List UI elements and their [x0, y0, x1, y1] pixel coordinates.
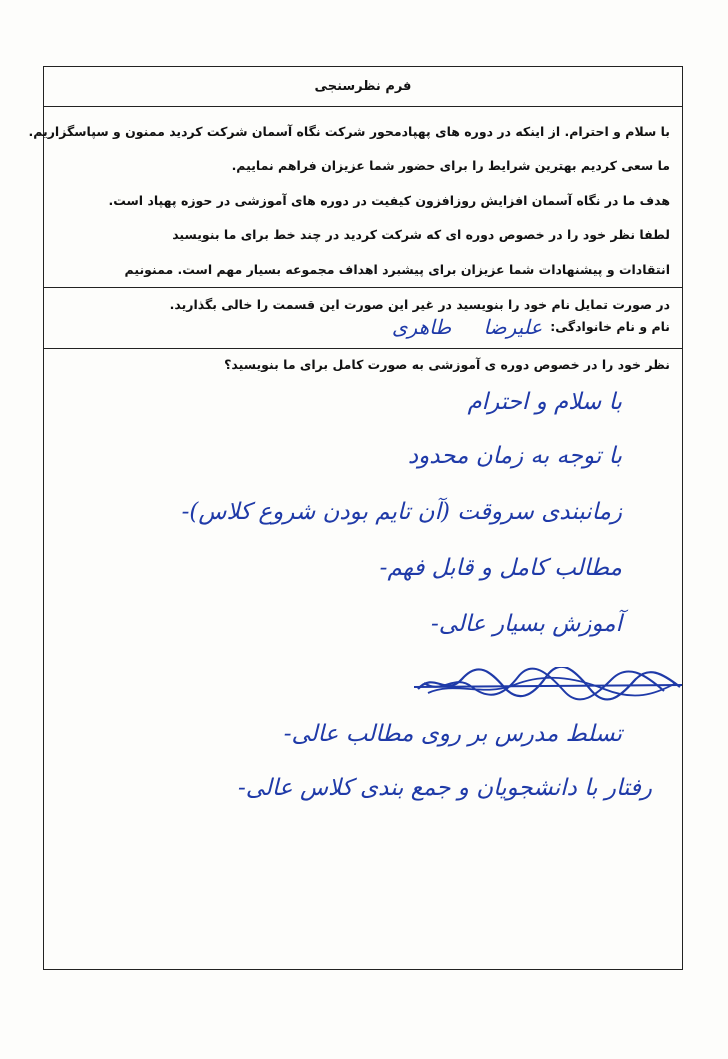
- crossed-out-scribble: [414, 667, 684, 703]
- bullet-dash: -: [237, 775, 246, 801]
- form-title: فرم نظرسنجی: [314, 79, 412, 94]
- feedback-line: آموزش بسیار عالی-: [430, 611, 622, 637]
- name-value: علیرضا طاهری: [391, 315, 543, 339]
- bullet-dash: -: [430, 611, 439, 637]
- intro-line: انتقادات و پیشنهادات شما عزیزان برای پیشبرد اهداف مجموعه بسیار مهم است. ممنونیم: [124, 261, 670, 277]
- feedback-line: با سلام و احترام: [467, 389, 622, 415]
- intro-section: [28, 107, 682, 288]
- survey-form: [28, 66, 683, 970]
- bullet-dash: -: [283, 721, 292, 747]
- name-section: [44, 288, 682, 349]
- intro-line: هدف ما در نگاه آسمان افزایش روزافزون کیفیت در دوره های آموزشی در حوزه پهپاد است.: [108, 192, 670, 208]
- feedback-question: نظر خود را در خصوص دوره ی آموزشی به صورت کامل برای ما بنویسید؟: [224, 357, 670, 372]
- intro-line: با سلام و احترام. از اینکه در دوره های پهپادمحور شرکت نگاه آسمان شرکت کردید ممنون و سپاسگزاریم.: [28, 124, 670, 139]
- bullet-dash: -: [379, 555, 388, 581]
- name-instruction: در صورت تمایل نام خود را بنویسید در غیر این صورت این قسمت را خالی بگذارید.: [169, 297, 670, 312]
- feedback-line: تسلط مدرس بر روی مطالب عالی-: [283, 721, 622, 747]
- form-title-row: [44, 67, 682, 107]
- feedback-section[interactable]: [44, 349, 682, 969]
- feedback-line: زمانبندی سروقت (آن تایم بودن شروع کلاس)-: [181, 499, 622, 525]
- name-field[interactable]: [56, 316, 670, 338]
- intro-line: ما سعی کردیم بهترین شرایط را برای حضور شما عزیزان فراهم نماییم.: [231, 158, 670, 174]
- intro-line: لطفا نظر خود را در خصوص دوره ای که شرکت کردید در چند خط برای ما بنویسید: [172, 227, 670, 243]
- feedback-line: مطالب کامل و قابل فهم-: [379, 555, 622, 581]
- name-label: نام و نام خانوادگی:: [550, 319, 670, 334]
- feedback-line: با توجه به زمان محدود: [407, 443, 622, 469]
- feedback-line: رفتار با دانشجویان و جمع بندی کلاس عالی-: [237, 775, 652, 801]
- bullet-dash: -: [181, 499, 190, 525]
